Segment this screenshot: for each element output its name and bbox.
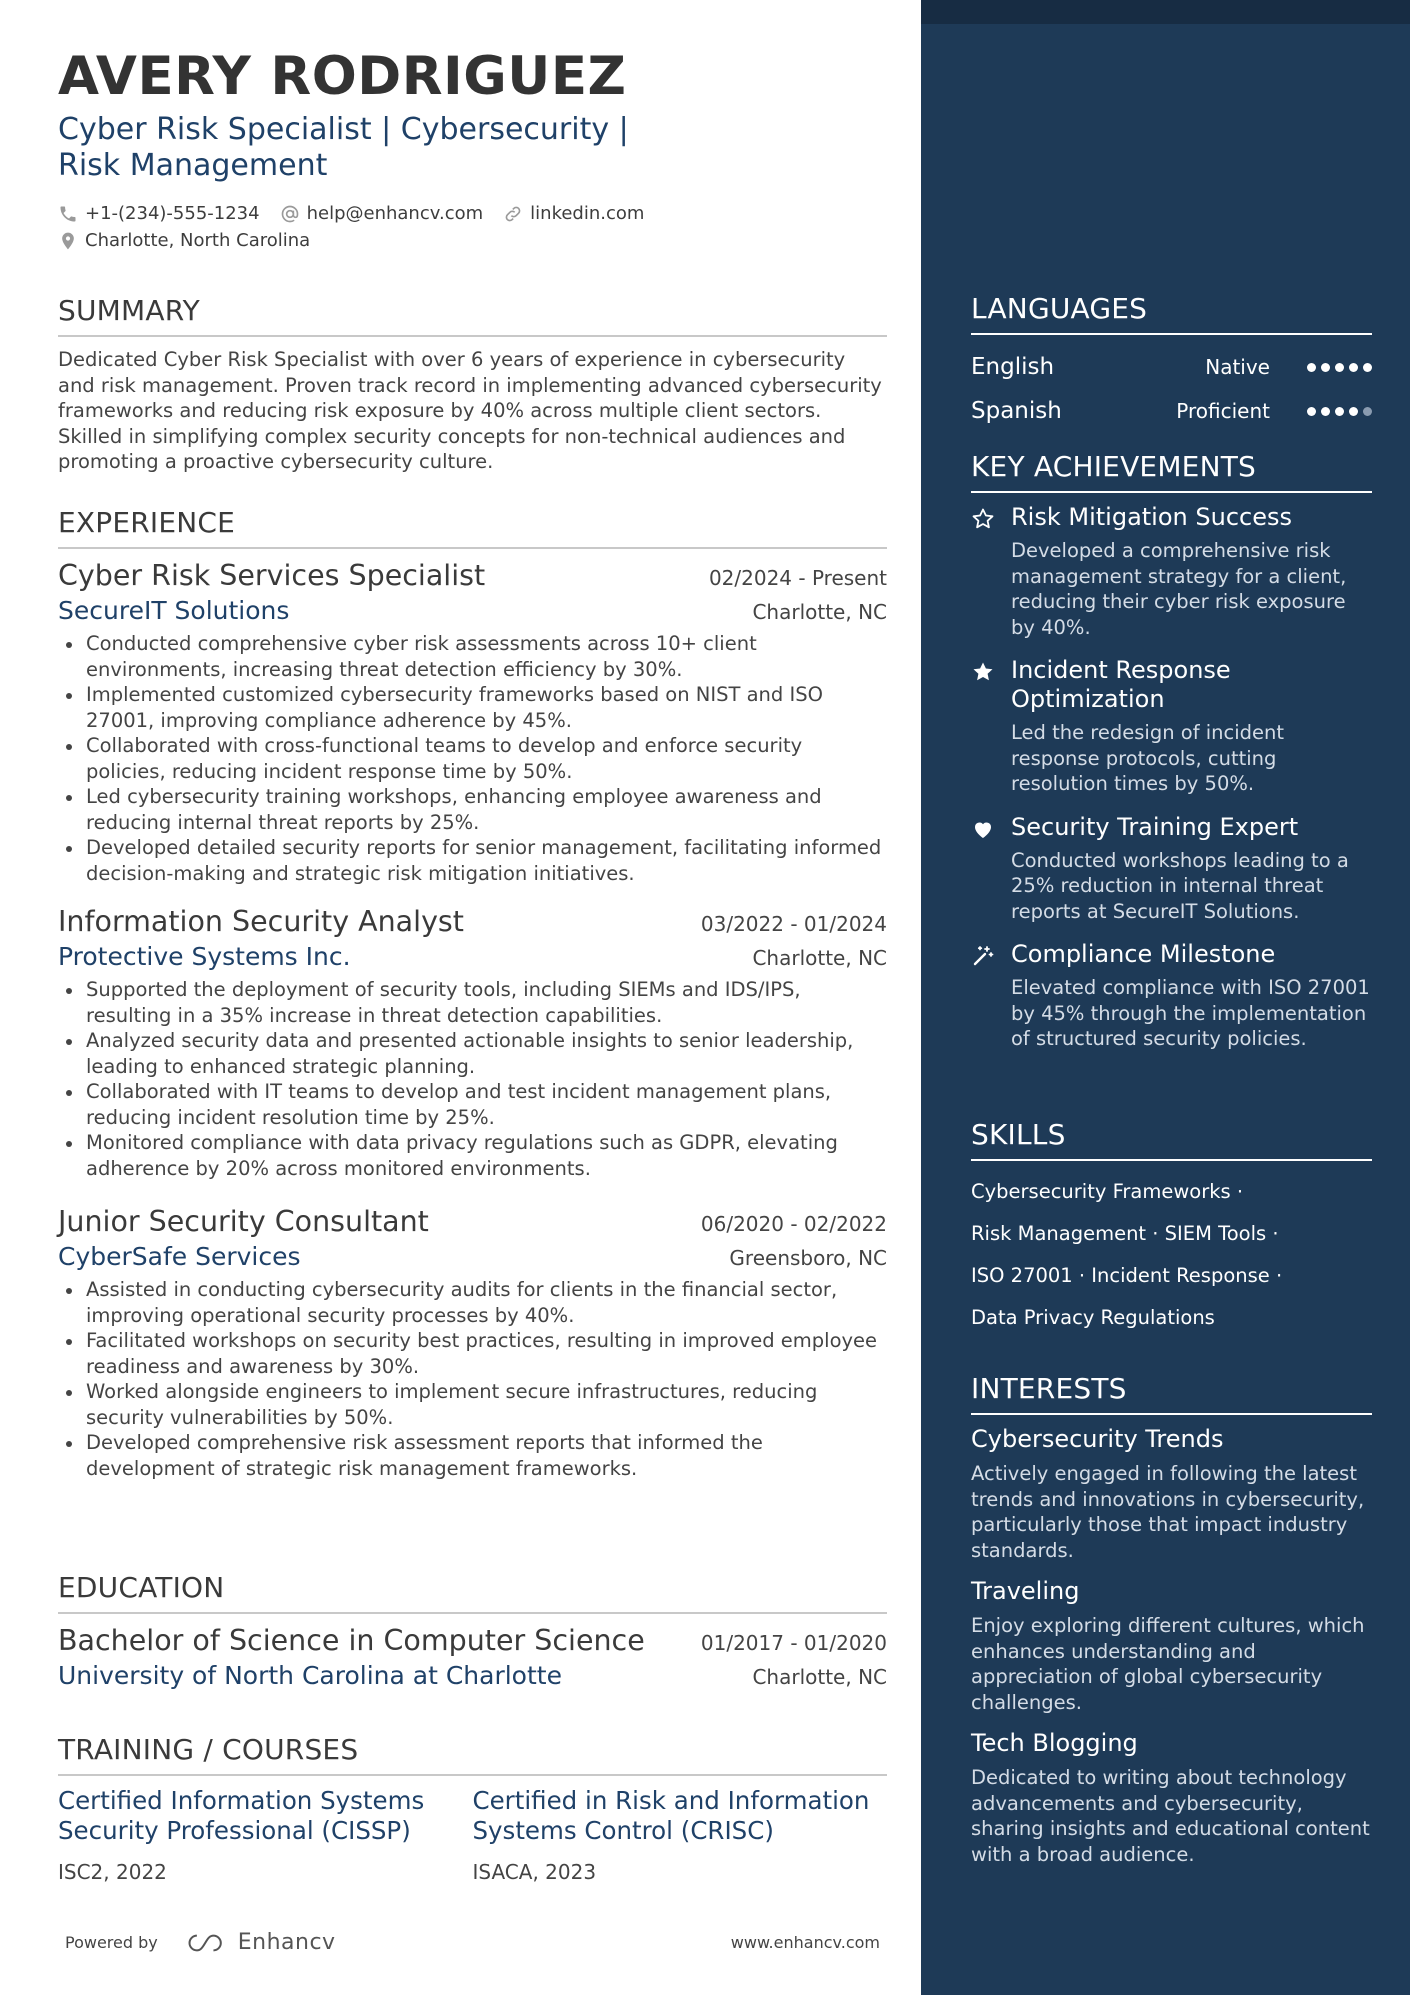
list-item: Collaborated with IT teams to develop and test incident management plans, reducing incident resolution time by 25%. <box>58 1079 887 1130</box>
sidebar <box>921 0 1410 1995</box>
interests-heading: INTERESTS <box>971 1372 1372 1415</box>
job-title: Information Security Analyst <box>58 905 464 938</box>
footer <box>65 1930 880 1955</box>
interest-desc: Actively engaged in following the latest trends and innovations in cybersecurity, particularly those that impact industry standards. <box>971 1462 1365 1562</box>
language-rating <box>1302 407 1372 416</box>
achievement-item <box>971 656 1372 797</box>
phone-icon <box>58 204 78 224</box>
linkedin-contact[interactable] <box>503 203 644 224</box>
list-item: Assisted in conducting cybersecurity audits for clients in the financial sector, improving operational security processes by 40%. <box>58 1277 887 1328</box>
rating-dot <box>1307 363 1316 372</box>
job-entry <box>58 559 887 905</box>
interests-section <box>971 1372 1372 1881</box>
job-title: Junior Security Consultant <box>58 1205 429 1238</box>
skills-heading: SKILLS <box>971 1118 1372 1161</box>
interest-title: Cybersecurity Trends <box>971 1425 1224 1453</box>
achievement-title: Risk Mitigation Success <box>1011 503 1292 531</box>
list-item: Analyzed security data and presented actionable insights to senior leadership, leading to enhanced strategic planning. <box>58 1028 887 1079</box>
interest-item <box>971 1577 1372 1715</box>
email-text: help@enhancv.com <box>306 203 484 224</box>
skills-section <box>971 1118 1372 1339</box>
rating-dot <box>1349 363 1358 372</box>
phone-text: +1-(234)-555-1234 <box>85 203 260 224</box>
achievement-item <box>971 813 1372 925</box>
course-entry <box>58 1786 473 1884</box>
summary-heading: SUMMARY <box>58 294 887 337</box>
achievement-title: Incident Response Optimization <box>1011 656 1231 713</box>
achievement-title: Security Training Expert <box>1011 812 1299 841</box>
magic-wand-icon <box>971 944 995 968</box>
email-contact[interactable] <box>280 203 484 224</box>
rating-dot <box>1363 363 1372 372</box>
location-text: Charlotte, North Carolina <box>85 230 311 251</box>
languages-heading: LANGUAGES <box>971 292 1372 335</box>
language-rating <box>1302 363 1372 372</box>
job-date: 02/2024 - Present <box>708 566 887 590</box>
job-bullets <box>58 631 887 886</box>
company-name: Protective Systems Inc. <box>58 942 351 971</box>
achievement-item <box>971 503 1372 640</box>
job-title: Cyber Risk Services Specialist <box>58 559 486 592</box>
course-title: Certified Information Systems Security Professional (CISSP) <box>58 1786 425 1845</box>
rating-dot <box>1349 407 1358 416</box>
experience-section <box>58 506 887 1481</box>
interest-desc: Enjoy exploring different cultures, which enhances understanding and appreciation of global cybersecurity challenges. <box>971 1614 1365 1714</box>
skills-line: Cybersecurity Frameworks · <box>971 1180 1244 1203</box>
list-item: Developed detailed security reports for senior management, facilitating informed decision-making and strategic risk mitigation initiatives. <box>58 835 887 886</box>
language-name: English <box>971 354 1055 380</box>
location-contact <box>58 230 310 251</box>
list-item: Monitored compliance with data privacy regulations such as GDPR, elevating adherence by 20% across monitored environments. <box>58 1130 887 1181</box>
skills-line: ISO 27001 · Incident Response · <box>971 1264 1283 1287</box>
education-heading: EDUCATION <box>58 1571 887 1614</box>
languages-section <box>971 292 1372 433</box>
heart-icon <box>971 817 995 841</box>
at-sign-icon <box>280 204 300 224</box>
job-bullets <box>58 1277 887 1481</box>
course-title: Certified in Risk and Information Systems Control (CRISC) <box>472 1786 870 1845</box>
school-name: University of North Carolina at Charlotte <box>58 1661 562 1690</box>
powered-by-label: Powered by <box>65 1933 158 1952</box>
job-location: Charlotte, NC <box>752 946 887 970</box>
star-filled-icon <box>971 660 995 684</box>
rating-dot <box>1335 363 1344 372</box>
contact-info <box>58 200 887 254</box>
list-item: Worked alongside engineers to implement secure infrastructures, reducing security vulnerabilities by 50%. <box>58 1379 887 1430</box>
enhancv-logo-icon <box>184 1931 230 1955</box>
achievement-desc: Developed a comprehensive risk management strategy for a client, reducing their cyber risk exposure by 40%. <box>1011 539 1347 639</box>
list-item: Implemented customized cybersecurity frameworks based on NIST and ISO 27001, improving compliance adherence by 45%. <box>58 682 887 733</box>
company-name: CyberSafe Services <box>58 1242 301 1271</box>
job-date: 06/2020 - 02/2022 <box>700 1212 887 1236</box>
brand-name: Enhancv <box>237 1930 336 1955</box>
language-name: Spanish <box>971 398 1062 424</box>
candidate-title: Cyber Risk Specialist | Cybersecurity | Risk Management <box>58 112 629 183</box>
skills-line: Risk Management · SIEM Tools · <box>971 1222 1279 1245</box>
list-item: Conducted comprehensive cyber risk assessments across 10+ client environments, increasing threat detection efficiency by 30%. <box>58 631 887 682</box>
achievement-desc: Led the redesign of incident response protocols, cutting resolution times by 50%. <box>1011 721 1285 795</box>
list-item: Facilitated workshops on security best practices, resulting in improved employee readiness and awareness by 30%. <box>58 1328 887 1379</box>
job-bullets <box>58 977 887 1181</box>
interest-desc: Dedicated to writing about technology advancements and cybersecurity, sharing insights and educational content with a broad audience. <box>971 1766 1370 1866</box>
achievement-item <box>971 940 1372 1052</box>
summary-text: Dedicated Cyber Risk Specialist with over 6 years of experience in cybersecurity and risk management. Proven track record in implementing advanced cybersecurity frameworks and reducing risk exposure by 40% across multiple client sectors. Skilled in simplifying complex security concepts for non-technical audiences and promoting a proactive cybersecurity culture. <box>58 348 882 473</box>
language-level: Proficient <box>1176 399 1270 423</box>
course-org: ISACA, 2023 <box>472 1860 597 1884</box>
job-location: Charlotte, NC <box>752 600 887 624</box>
website-link[interactable]: www.enhancv.com <box>730 1933 880 1952</box>
achievement-desc: Elevated compliance with ISO 27001 by 45% through the implementation of structured security policies. <box>1011 976 1370 1050</box>
course-entry <box>473 1786 888 1884</box>
link-icon <box>503 204 523 224</box>
interest-title: Traveling <box>971 1577 1080 1605</box>
interest-title: Tech Blogging <box>971 1729 1138 1757</box>
company-name: SecureIT Solutions <box>58 596 290 625</box>
linkedin-text: linkedin.com <box>530 203 645 224</box>
job-location: Greensboro, NC <box>729 1246 887 1270</box>
skills-line: Data Privacy Regulations <box>971 1306 1215 1329</box>
list-item: Developed comprehensive risk assessment reports that informed the development of strategic risk management frameworks. <box>58 1430 887 1481</box>
job-entry <box>58 1205 887 1481</box>
job-date: 03/2022 - 01/2024 <box>700 912 887 936</box>
training-heading: TRAINING / COURSES <box>58 1733 887 1776</box>
candidate-name: AVERY RODRIGUEZ <box>58 46 627 107</box>
list-item: Led cybersecurity training workshops, enhancing employee awareness and reducing internal threat reports by 25%. <box>58 784 887 835</box>
location-pin-icon <box>58 231 78 251</box>
degree-title: Bachelor of Science in Computer Science <box>58 1624 645 1657</box>
main-column <box>58 44 887 1884</box>
rating-dot <box>1363 407 1372 416</box>
education-section <box>58 1571 887 1690</box>
rating-dot <box>1335 407 1344 416</box>
rating-dot <box>1307 407 1316 416</box>
achievement-desc: Conducted workshops leading to a 25% reduction in internal threat reports at SecureIT Solutions. <box>1011 848 1349 923</box>
rating-dot <box>1321 407 1330 416</box>
education-location: Charlotte, NC <box>752 1665 887 1689</box>
phone-contact[interactable] <box>58 203 260 224</box>
summary-section <box>58 294 887 475</box>
list-item: Supported the deployment of security tools, including SIEMs and IDS/IPS, resulting in a 35% increase in threat detection capabilities. <box>58 977 887 1028</box>
language-row <box>971 345 1372 389</box>
language-level: Native <box>1205 355 1270 379</box>
interest-item <box>971 1729 1372 1867</box>
achievements-heading: KEY ACHIEVEMENTS <box>971 450 1372 493</box>
rating-dot <box>1321 363 1330 372</box>
training-section <box>58 1733 887 1884</box>
sidebar-top-band <box>921 0 1410 24</box>
list-item: Collaborated with cross-functional teams to develop and enforce security policies, reducing incident response time by 50%. <box>58 733 887 784</box>
star-outline-icon <box>971 507 995 531</box>
education-date: 01/2017 - 01/2020 <box>700 1631 887 1655</box>
achievements-section <box>971 450 1372 1068</box>
experience-heading: EXPERIENCE <box>58 506 887 549</box>
job-entry <box>58 905 887 1205</box>
interest-item <box>971 1425 1372 1563</box>
language-row <box>971 389 1372 433</box>
achievement-title: Compliance Milestone <box>1011 940 1276 968</box>
course-org: ISC2, 2022 <box>58 1860 167 1884</box>
